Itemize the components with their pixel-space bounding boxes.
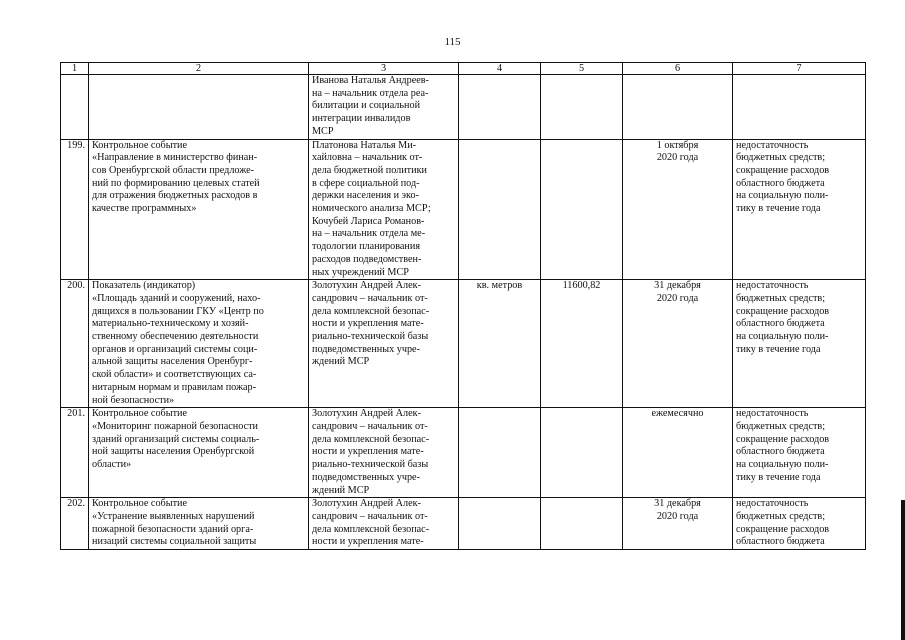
- risks-cell: недостаточность бюджетных средств; сокращение расходов областного бюджета на социальную поли- тику в течение года: [733, 139, 866, 280]
- row-number: 201.: [61, 408, 89, 498]
- event-cell: Показатель (индикатор) «Площадь зданий и сооружений, нахо- дящихся в пользовании ГКУ «Центр по материально-техническому и хозяй- ственному обеспечению деятельности органов и организаций системы соци- альной защиты населения Оренбург- ской области» и соответствующих са- нитарным нормам и правилам пожар- ной безопасности»: [89, 280, 309, 408]
- table-row: [61, 498, 866, 550]
- value-cell: [541, 498, 623, 550]
- table-row: [61, 408, 866, 498]
- table-body: [61, 75, 866, 550]
- table-row: [61, 75, 866, 140]
- row-number: 202.: [61, 498, 89, 550]
- event-cell: Контрольное событие «Устранение выявленных нарушений пожарной безопасности зданий орга- низаций системы социальной защиты: [89, 498, 309, 550]
- deadline-cell: 31 декабря 2020 года: [623, 280, 733, 408]
- responsible-cell: Иванова Наталья Андреев- на – начальник отдела реа- билитации и социальной интеграции инвалидов МСР: [309, 75, 459, 140]
- header-col-2: 2: [89, 63, 309, 75]
- event-cell: [89, 75, 309, 140]
- risks-cell: [733, 75, 866, 140]
- responsible-cell: Золотухин Андрей Алек- сандрович – начальник от- дела комплексной безопас- ности и укрепления мате- риально-технической базы подведомственных учре- ждений МСР: [309, 408, 459, 498]
- scan-edge-bar: [901, 500, 905, 640]
- unit-cell: [459, 139, 541, 280]
- unit-cell: [459, 75, 541, 140]
- header-row: [61, 63, 866, 75]
- table-header: [61, 63, 866, 75]
- value-cell: [541, 75, 623, 140]
- plan-table: [60, 62, 866, 550]
- unit-cell: [459, 498, 541, 550]
- value-cell: 11600,82: [541, 280, 623, 408]
- table-row: [61, 280, 866, 408]
- deadline-cell: ежемесячно: [623, 408, 733, 498]
- page-number: 115: [444, 36, 461, 48]
- header-col-1: 1: [61, 63, 89, 75]
- value-cell: [541, 139, 623, 280]
- responsible-cell: Платонова Наталья Ми- хайловна – начальник от- дела бюджетной политики в сфере социальной под- держки населения и эко- номического анализа МСР; Кочубей Лариса Романов- на – начальник отдела ме- тодологии планирования расходов подведомствен- ных учреждений МСР: [309, 139, 459, 280]
- deadline-cell: 1 октября 2020 года: [623, 139, 733, 280]
- row-number: [61, 75, 89, 140]
- row-number: 200.: [61, 280, 89, 408]
- deadline-cell: 31 декабря 2020 года: [623, 498, 733, 550]
- risks-cell: недостаточность бюджетных средств; сокращение расходов областного бюджета: [733, 498, 866, 550]
- table-row: [61, 139, 866, 280]
- row-number: 199.: [61, 139, 89, 280]
- event-cell: Контрольное событие «Направление в министерство финан- сов Оренбургской области предложе- ний по формированию целевых статей для отражения бюджетных расходов в качестве программных»: [89, 139, 309, 280]
- unit-cell: кв. метров: [459, 280, 541, 408]
- header-col-5: 5: [541, 63, 623, 75]
- unit-cell: [459, 408, 541, 498]
- header-col-7: 7: [733, 63, 866, 75]
- risks-cell: недостаточность бюджетных средств; сокращение расходов областного бюджета на социальную поли- тику в течение года: [733, 280, 866, 408]
- responsible-cell: Золотухин Андрей Алек- сандрович – начальник от- дела комплексной безопас- ности и укрепления мате-: [309, 498, 459, 550]
- responsible-cell: Золотухин Андрей Алек- сандрович – начальник от- дела комплексной безопас- ности и укрепления мате- риально-технической базы подведомственных учре- ждений МСР: [309, 280, 459, 408]
- header-col-6: 6: [623, 63, 733, 75]
- deadline-cell: [623, 75, 733, 140]
- risks-cell: недостаточность бюджетных средств; сокращение расходов областного бюджета на социальную поли- тику в течение года: [733, 408, 866, 498]
- value-cell: [541, 408, 623, 498]
- header-col-4: 4: [459, 63, 541, 75]
- header-col-3: 3: [309, 63, 459, 75]
- event-cell: Контрольное событие «Мониторинг пожарной безопасности зданий организаций системы социаль- ной защиты населения Оренбургской области»: [89, 408, 309, 498]
